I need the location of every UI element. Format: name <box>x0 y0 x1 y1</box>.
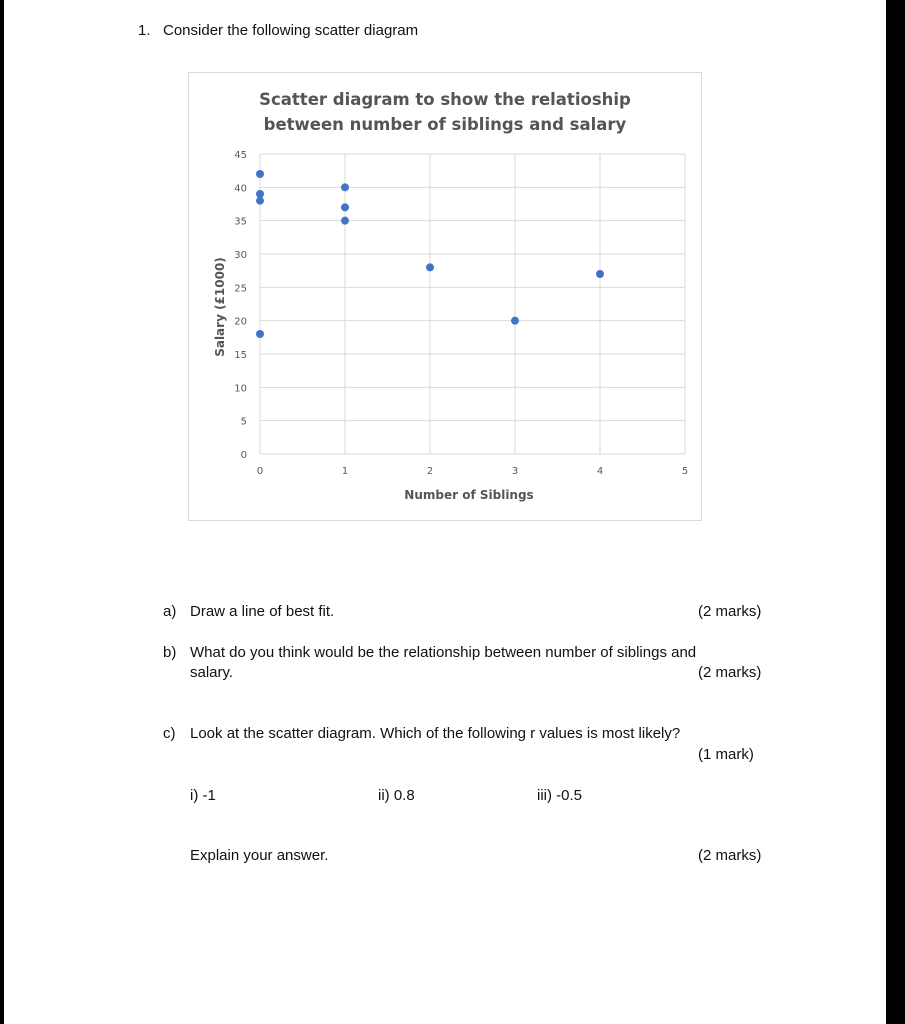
part-a-label: a) <box>163 603 177 620</box>
x-tick-label: 3 <box>511 466 519 477</box>
scatter-point <box>341 217 349 225</box>
scatter-point <box>341 183 349 191</box>
y-tick-label: 10 <box>234 383 247 395</box>
y-tick-label: 15 <box>234 350 247 361</box>
y-tick-label: 20 <box>234 316 247 328</box>
part-b-label: b) <box>163 644 177 661</box>
option-ii: ii) 0.8 <box>378 787 415 804</box>
part-c-label: c) <box>163 725 176 742</box>
part-b-text-line-2: salary. <box>190 664 234 681</box>
scatter-point <box>596 270 604 278</box>
x-tick-label: 4 <box>596 466 604 477</box>
option-iii: iii) -0.5 <box>537 787 583 804</box>
part-c-text: Look at the scatter diagram. Which of the following r values is most likely? <box>190 725 681 742</box>
x-tick-label: 2 <box>426 466 434 477</box>
part-b-text-line-1: What do you think would be the relationship between number of siblings and <box>190 644 697 661</box>
question-prompt: Consider the following scatter diagram <box>163 22 419 39</box>
chart-title-line-2: between number of siblings and salary <box>263 115 627 134</box>
y-tick-label: 0 <box>240 450 247 461</box>
scatter-point <box>256 330 264 338</box>
part-a-text: Draw a line of best fit. <box>190 603 335 620</box>
part-c-marks: (1 mark) <box>698 746 754 763</box>
x-tick-label: 5 <box>681 466 689 477</box>
y-tick-label: 40 <box>234 183 247 195</box>
scatter-chart <box>188 72 702 521</box>
part-b-marks: (2 marks) <box>698 664 762 681</box>
x-tick-label: 1 <box>341 466 349 477</box>
question-number: 1. <box>138 22 151 39</box>
y-tick-label: 5 <box>240 416 247 428</box>
scatter-point <box>511 317 519 325</box>
scatter-point <box>256 170 264 178</box>
y-tick-label: 25 <box>234 283 247 295</box>
scatter-point <box>256 197 264 205</box>
scatter-point <box>426 263 434 271</box>
y-axis-label: Salary (£1000) <box>213 257 227 357</box>
explain-text: Explain your answer. <box>190 847 329 864</box>
explain-marks: (2 marks) <box>698 847 762 864</box>
y-tick-label: 30 <box>234 250 247 261</box>
scatter-point <box>341 203 349 211</box>
chart-title-line-1: Scatter diagram to show the relatioship <box>259 90 631 109</box>
document-page <box>4 0 886 1024</box>
y-tick-label: 45 <box>234 150 247 161</box>
y-tick-label: 35 <box>234 216 247 228</box>
chart-plot-area <box>189 73 701 520</box>
part-a-marks: (2 marks) <box>698 603 762 620</box>
x-axis-label: Number of Siblings <box>404 488 534 502</box>
x-tick-label: 0 <box>256 466 264 477</box>
option-i: i) -1 <box>190 787 216 804</box>
